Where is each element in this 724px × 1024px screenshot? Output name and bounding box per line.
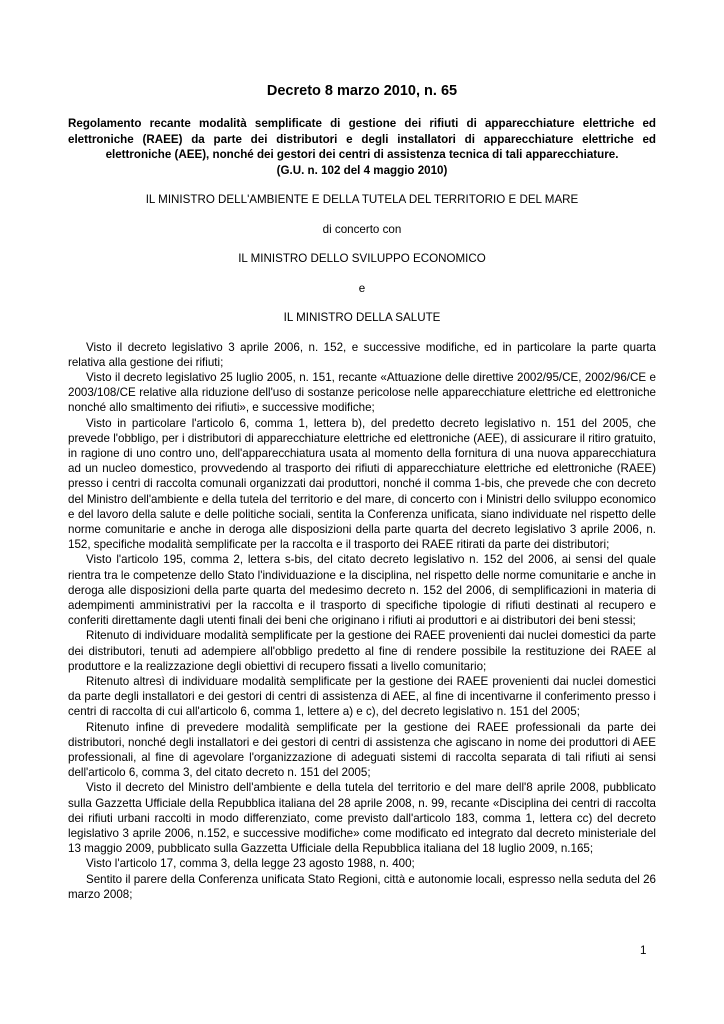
paragraph: Visto il decreto legislativo 3 aprile 2006, n. 152, e successive modifiche, ed in particolare la parte quarta relativa alla gestione dei rifiuti;	[68, 340, 656, 369]
paragraph: Ritenuto infine di prevedere modalità semplificate per la gestione dei RAEE professionali da parte dei distributori, nonché degli installatori e dei gestori di centri di assistenza che agiscano in nome dei produttori di AEE professionali, al fine di agevolare l'organizzazione di adeguati sistemi di raccolta separata di tali rifiuti ai sensi dell'articolo 6, comma 3, del citato decreto n. 151 del 2005;	[68, 720, 656, 780]
document-page	[68, 82, 656, 902]
paragraph: Sentito il parere della Conferenza unificata Stato Regioni, città e autonomie locali, espresso nella seduta del 26 marzo 2008;	[68, 872, 656, 901]
paragraph: Ritenuto altresì di individuare modalità semplificate per la gestione dei RAEE provenienti dai nuclei domestici da parte degli installatori e dei gestori di centri di assistenza di AEE, al fine di incentivarne il conferimento presso i centri di raccolta di cui all'articolo 6, comma 1, lettere a) e c), del decreto legislativo n. 151 del 2005;	[68, 674, 656, 719]
paragraph: Visto l'articolo 17, comma 3, della legge 23 agosto 1988, n. 400;	[86, 857, 415, 871]
decree-subtitle	[68, 116, 656, 178]
decree-title: Decreto 8 marzo 2010, n. 65	[266, 83, 458, 99]
gazette-reference: (G.U. n. 102 del 4 maggio 2010)	[276, 163, 448, 177]
minister-environment: IL MINISTRO DELL'AMBIENTE E DELLA TUTELA DEL TERRITORIO E DEL MARE	[145, 193, 579, 206]
page-number: 1	[640, 944, 647, 957]
minister-health: IL MINISTRO DELLA SALUTE	[283, 311, 441, 324]
minister-economy: IL MINISTRO DELLO SVILUPPO ECONOMICO	[238, 252, 486, 265]
concert-line: di concerto con	[322, 222, 402, 236]
conjunction: e	[358, 281, 366, 295]
paragraph: Visto in particolare l'articolo 6, comma 1, lettera b), del predetto decreto legislativo n. 151 del 2005, che prevede l'obbligo, per i distributori di apparecchiature elettriche ed elettroniche (AEE), di assicurare il ritiro gratuito, in ragione di uno contro uno, dell'apparecchiatura usata al momento della fornitura di una nuova apparecchiatura ad un nucleo domestico, provvedendo al trasporto dei rifiuti di apparecchiature elettriche ed elettroniche (RAEE) presso i centri di raccolta comunali organizzati dai produttori, nonché il comma 1-bis, che prevede che con decreto del Ministro dell'ambiente e della tutela del territorio e del mare, di concerto con i Ministri dello sviluppo economico e del lavoro della salute e delle politiche sociali, sentita la Conferenza unificata, siano individuate nel rispetto delle norme comunitarie e anche in deroga alle disposizioni della parte quarta del decreto legislativo 3 aprile 2006, n. 152, specifiche modalità semplificate per la raccolta e il trasporto dei RAEE ritirati da parte dei distributori;	[68, 416, 656, 552]
paragraph: Visto il decreto legislativo 25 luglio 2005, n. 151, recante «Attuazione delle direttive 2002/95/CE, 2002/96/CE e 2003/108/CE relative alla riduzione dell'uso di sostanze pericolose nelle apparecchiature elettriche ed elettroniche nonché allo smaltimento dei rifiuti», e successive modifiche;	[68, 370, 656, 415]
paragraph: Ritenuto di individuare modalità semplificate per la gestione dei RAEE provenienti dai nuclei domestici da parte dei distributori, tenuti ad adempiere all'obbligo predetto al fine di rendere possibile la restituzione dei RAEE al produttore e la realizzazione degli obiettivi di recupero fissati a livello comunitario;	[68, 629, 656, 673]
paragraph: Visto l'articolo 195, comma 2, lettera s-bis, del citato decreto legislativo n. 152 del 2006, ai sensi del quale rientra tra le competenze dello Stato l'individuazione e la disciplina, nel rispetto delle norme comunitarie e anche in deroga alle disposizioni della parte quarta del medesimo decreto n. 152 del 2006, di semplificazioni in materia di adempimenti amministrativi per la raccolta e il trasporto di specifiche tipologie di rifiuti destinati al recupero e conferiti direttamente dagli utenti finali dei beni che originano i rifiuti ai produttori e ai distributori dei beni stessi;	[68, 553, 656, 628]
decree-subtitle-text: Regolamento recante modalità semplificate di gestione dei rifiuti di apparecchiature elettriche ed elettroniche (RAEE) da parte dei distributori e degli installatori di apparecchiature elettriche ed elettroniche (AEE), nonché dei gestori dei centri di assistenza tecnica di tali apparecchiature.	[68, 117, 656, 161]
paragraph: Visto il decreto del Ministro dell'ambiente e della tutela del territorio e del mare dell'8 aprile 2008, pubblicato sulla Gazzetta Ufficiale della Repubblica italiana del 28 aprile 2008, n. 99, recante «Disciplina dei centri di raccolta dei rifiuti urbani raccolti in modo differenziato, come previsto dall'articolo 183, comma 1, lettera cc) del decreto legislativo 3 aprile 2006, n.152, e successive modifiche» come modificato ed integrato dal decreto ministeriale del 13 maggio 2009, pubblicato sulla Gazzetta Ufficiale della Repubblica italiana del 18 luglio 2009, n.165;	[68, 781, 656, 856]
